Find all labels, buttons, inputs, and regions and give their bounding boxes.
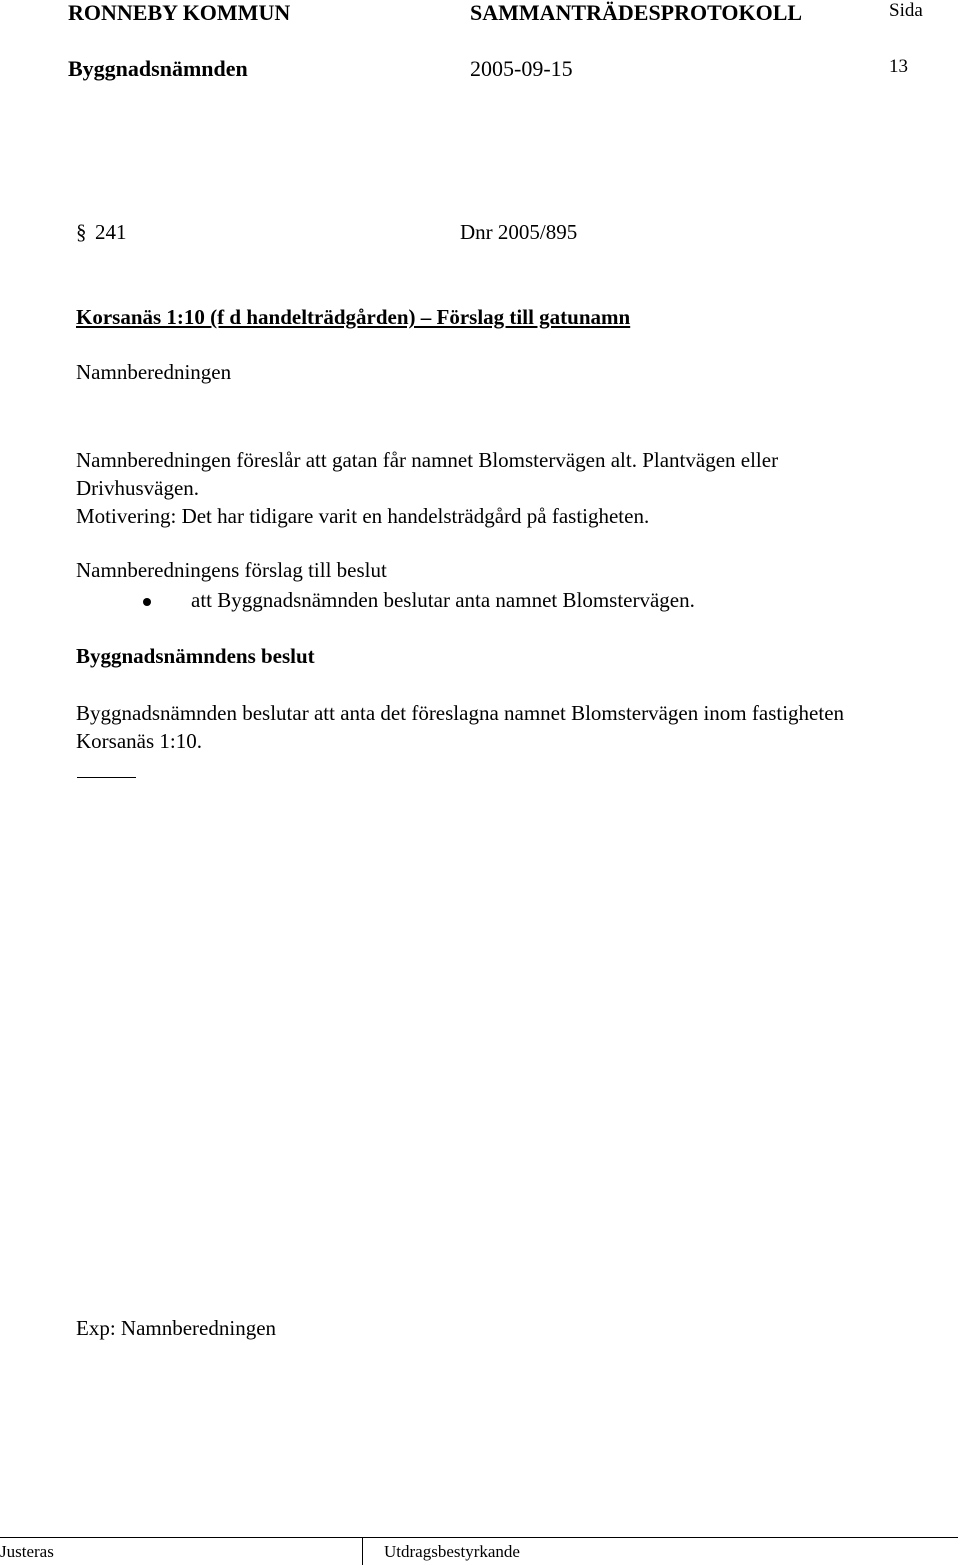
page-label: Sida (889, 0, 923, 21)
decision-heading: Byggnadsnämndens beslut (76, 644, 315, 668)
page-number: 13 (889, 56, 908, 77)
proposal-text: Namnberedningen föreslår att gatan får namnet Blomstervägen alt. Plantvägen eller Drivhusvägen. (76, 448, 779, 500)
recommendation-heading: Namnberedningens förslag till beslut (76, 558, 387, 582)
item-source: Namnberedningen (76, 360, 232, 384)
meeting-date: 2005-09-15 (470, 56, 573, 81)
recommendation-bullet: att Byggnadsnämnden beslutar anta namnet Blomstervägen. (191, 588, 695, 612)
footer-rule (0, 1537, 958, 1538)
expedition-line: Exp: Namnberedningen (76, 1316, 277, 1340)
item-number: 241 (95, 220, 127, 244)
dnr: Dnr 2005/895 (460, 220, 578, 244)
bullet-icon (143, 598, 151, 606)
footer-divider (362, 1537, 363, 1565)
committee-name: Byggnadsnämnden (68, 56, 248, 81)
decision-text: Byggnadsnämnden beslutar att anta det föreslagna namnet Blomstervägen inom fastigheten Korsanäs 1:10. (76, 701, 845, 753)
item-title: Korsanäs 1:10 (f d handelträdgården) – Förslag till gatunamn (76, 305, 631, 329)
document-type: SAMMANTRÄDESPROTOKOLL (470, 0, 803, 25)
separator-rule (77, 777, 136, 778)
org-name: RONNEBY KOMMUN (68, 0, 291, 25)
section-symbol: § (76, 220, 87, 244)
motivation-text: Motivering: Det har tidigare varit en handelsträdgård på fastigheten. (76, 504, 650, 528)
footer-justeras: Justeras (0, 1542, 54, 1561)
footer-utdragsbestyrkande: Utdragsbestyrkande (384, 1542, 520, 1561)
